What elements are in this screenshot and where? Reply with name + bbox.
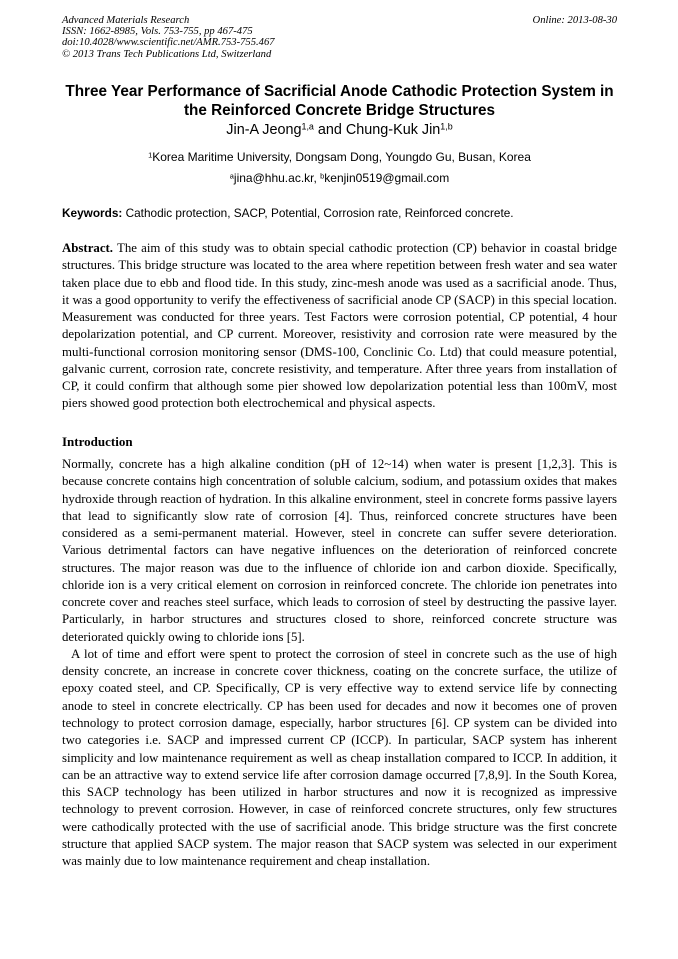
email-superscript: a (229, 171, 234, 181)
email-address: jina@hhu.ac.kr (233, 171, 314, 185)
email-line (62, 170, 617, 186)
abstract-text: The aim of this study was to obtain special cathodic protection (CP) behavior in coastal bridge structures. This bridge structure was located to the area where repetition between fresh water and sea water taken place due to ebb and flood tide. In this study, zinc-mesh anode was used as a sacrificial anode. Thus, it was a good opportunity to verify the effectiveness of sacrificial anode CP (SACP) in this special location. Measurement was conducted for three years. Test Factors were corrosion potential, CP potential, 4 hour depolarization potential, and CP current. Moreover, resistivity and corrosion rate were measured by the multi-functional corrosion monitoring sensor (DMS-100, Conclinic Co. Ltd) that could measure potential, galvanic current, corrosion rate, concrete resistivity, and temperature. After three years from installation of CP, it could confirm that although some pier showed low depolarization potential less than 100mV, most piers showed good protection both electrochemical and physical aspects. (62, 241, 617, 411)
section-heading: Introduction (62, 434, 133, 449)
keywords (62, 206, 617, 221)
email-superscript: b (320, 171, 325, 181)
author-name: Jin-A Jeong (226, 122, 302, 138)
keywords-label: Keywords: (62, 206, 123, 220)
email-address: kenjin0519@gmail.com (324, 171, 450, 185)
author-superscript: 1,b (440, 121, 453, 132)
author-superscript: 1,a (301, 121, 314, 132)
online-date: Online: 2013-08-30 (532, 15, 617, 26)
issn-line: ISSN: 1662-8985, Vols. 753-755, pp 467-475 (62, 26, 253, 38)
doi-line: doi:10.4028/www.scientific.net/AMR.753-755.467 (62, 37, 275, 49)
author-line (62, 121, 617, 139)
email-separator: , (313, 171, 321, 185)
introduction-body (62, 456, 617, 870)
keywords-text: Cathodic protection, SACP, Potential, Corrosion rate, Reinforced concrete. (122, 206, 514, 220)
abstract (62, 240, 617, 413)
affiliation (62, 149, 617, 165)
journal-header (62, 15, 617, 60)
copyright-line: © 2013 Trans Tech Publications Ltd, Switzerland (62, 48, 272, 60)
paragraph: Normally, concrete has a high alkaline condition (pH of 12~14) when water is present [1,2,3]. This is because concrete contains high concentration of soluble calcium, sodium, and potassium oxides that makes hydroxide through reaction of hydration. In this alkaline environment, steel in concrete forms passive layers that lead to significantly slow rate of corrosion [4]. Thus, reinforced concrete structures have been considered as a semi-permanent material. However, steel in concrete can suffer severe deterioration. Various detrimental factors can have negative influences on the deterioration of reinforced concrete structures. The major reason was due to the influence of chloride ion and carbon dioxide. Specifically, chloride ion is a very critical element on corrosion in reinforced concrete. The chloride ion penetrates into concrete cover and reaches steel surface, which leads to corrosion of steel by destructing the passive layer. Particularly, in harbor structures and structures closed to shore, reinforced concrete structure was deteriorated quickly owing to chloride ions [5]. (62, 457, 617, 644)
affiliation-superscript: 1 (148, 150, 153, 160)
paragraph: A lot of time and effort were spent to protect the corrosion of steel in concrete such as the use of high density concrete, an increase in concrete cover thickness, coating on the concrete surface, the utilize of epoxy coated steel, and CP. Specifically, CP is very effective way to extend service life by connecting anode to steel in concrete electrically. CP has been used for decades and now it becomes one of proven technology to protect corrosion damage, especially, harbor structures [6]. CP system can be divided into two categories i.e. SACP and impressed current CP (ICCP). In particular, SACP system has inherent simplicity and low maintenance requirement as well as cheap installation compared to ICCP. In addition, it can be an attractive way to extend service life after corrosion damage occurred [7,8,9]. In the South Korea, this SACP technology has been utilized in harbor structures and now it is recognized as impressive technology to prevent corrosion. However, in case of reinforced concrete structures, only few structures were cathodically protected with the use of sacrificial anode. This bridge structure was the first concrete structure that applied SACP system. The major reason that SACP system was selected in our experiment was mainly due to low maintenance requirement and cheap installation. (62, 646, 617, 869)
abstract-label: Abstract. (62, 241, 114, 255)
journal-name: Advanced Materials Research (62, 15, 190, 26)
paper-title: Three Year Performance of Sacrificial Anode Cathodic Protection System in the Reinforced Concrete Bridge Structures (65, 83, 614, 119)
affiliation-text: Korea Maritime University, Dongsam Dong, Youngdo Gu, Busan, Korea (152, 150, 531, 164)
author-name: Chung-Kuk Jin (345, 122, 441, 138)
author-connector: and (313, 122, 346, 138)
